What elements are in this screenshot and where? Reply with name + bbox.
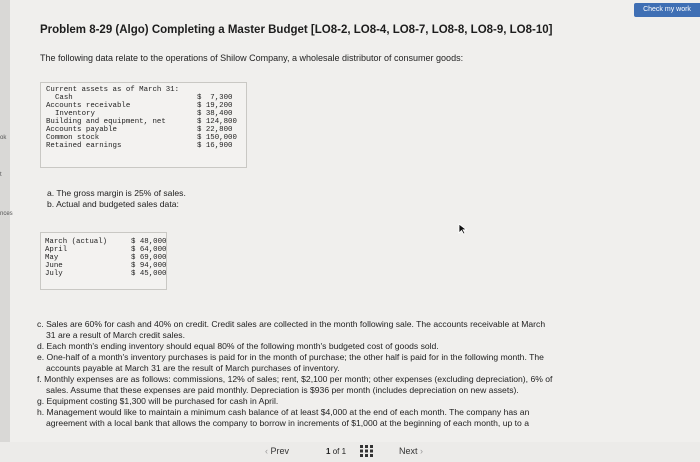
page-title: Problem 8-29 (Algo) Completing a Master Budget [LO8-2, LO8-4, LO8-7, LO8-8, LO8-9, LO8-10] [40, 24, 553, 36]
assets-header: Current assets as of March 31: [46, 86, 180, 94]
sidebar-fragment-2: t [0, 172, 2, 178]
assets-row-label: Building and equipment, net [46, 118, 166, 126]
pagination-bar [0, 442, 700, 462]
current-assets-table [40, 82, 247, 168]
next-button[interactable] [399, 446, 423, 456]
sales-row-label: June [45, 262, 63, 270]
current-page: 1 [326, 447, 331, 456]
note-h: h. Management would like to maintain a minimum cash balance of at least $4,000 at the end of each month. The company has an [37, 407, 530, 417]
left-sidebar-edge [0, 0, 10, 462]
assets-row-value: $ 22,800 [197, 126, 233, 134]
note-h-cont: agreement with a local bank that allows the company to borrow in increments of $1,000 at the beginning of each month, up to a [46, 418, 529, 428]
sales-row-value: $ 94,000 [131, 262, 167, 270]
assets-row-value: $ 38,400 [197, 110, 233, 118]
page-of: of [332, 447, 340, 456]
assets-row-label: Accounts payable [46, 126, 117, 134]
assets-row-value: $ 124,800 [197, 118, 237, 126]
total-pages: 1 [341, 447, 347, 456]
assets-row-value: $ 19,200 [197, 102, 233, 110]
sales-data-table [40, 232, 167, 290]
assets-row-value: $ 150,000 [197, 134, 237, 142]
sales-row-label: July [45, 270, 63, 278]
note-c-cont: 31 are a result of March credit sales. [46, 330, 185, 340]
prev-button[interactable] [265, 446, 289, 456]
assets-row-value: $ 16,900 [197, 142, 233, 150]
sales-row-value: $ 69,000 [131, 254, 167, 262]
sales-row-value: $ 45,000 [131, 270, 167, 278]
note-a: a. The gross margin is 25% of sales. [47, 188, 186, 198]
chevron-right-icon: › [420, 446, 424, 456]
note-b: b. Actual and budgeted sales data: [47, 199, 179, 209]
sales-row-label: March (actual) [45, 238, 108, 246]
chevron-left-icon: ‹ [265, 446, 268, 456]
note-c: c. Sales are 60% for cash and 40% on credit. Credit sales are collected in the month following sale. The accounts receivable at March [37, 319, 546, 329]
assets-row-label: Common stock [46, 134, 100, 142]
page-indicator [326, 447, 346, 456]
next-label: Next [399, 446, 418, 456]
note-d: d. Each month's ending inventory should equal 80% of the following month's budgeted cost of goods sold. [37, 341, 439, 351]
mouse-cursor-icon [458, 223, 468, 235]
note-f: f. Monthly expenses are as follows: commissions, 12% of sales; rent, $2,100 per month; other expenses (excluding depreciation), 6% of [37, 374, 553, 384]
note-e-cont: accounts payable at March 31 are the result of March purchases of inventory. [46, 363, 340, 373]
problem-intro: The following data relate to the operations of Shilow Company, a wholesale distributor of consumer goods: [40, 53, 464, 63]
sidebar-fragment-1: ok [0, 135, 7, 141]
note-f-cont: sales. Assume that these expenses are paid monthly. Depreciation is $936 per month (includes depreciation on new assets). [46, 385, 519, 395]
assets-row-label: Inventory [55, 110, 95, 118]
assets-row-label: Cash [55, 94, 73, 102]
prev-label: Prev [270, 446, 290, 456]
grid-icon[interactable] [360, 445, 373, 457]
check-my-work-button[interactable]: Check my work [634, 3, 700, 17]
assets-row-label: Retained earnings [46, 142, 122, 150]
assets-row-label: Accounts receivable [46, 102, 131, 110]
sales-row-label: April [45, 246, 68, 254]
note-g: g. Equipment costing $1,300 will be purchased for cash in April. [37, 396, 279, 406]
sales-row-value: $ 64,000 [131, 246, 167, 254]
assets-row-value: $ 7,300 [197, 94, 233, 102]
sales-row-value: $ 48,000 [131, 238, 167, 246]
sales-row-label: May [45, 254, 59, 262]
note-e: e. One-half of a month's inventory purchases is paid for in the month of purchase; the other half is paid for in the following month. The [37, 352, 544, 362]
sidebar-fragment-3: nces [0, 211, 13, 217]
